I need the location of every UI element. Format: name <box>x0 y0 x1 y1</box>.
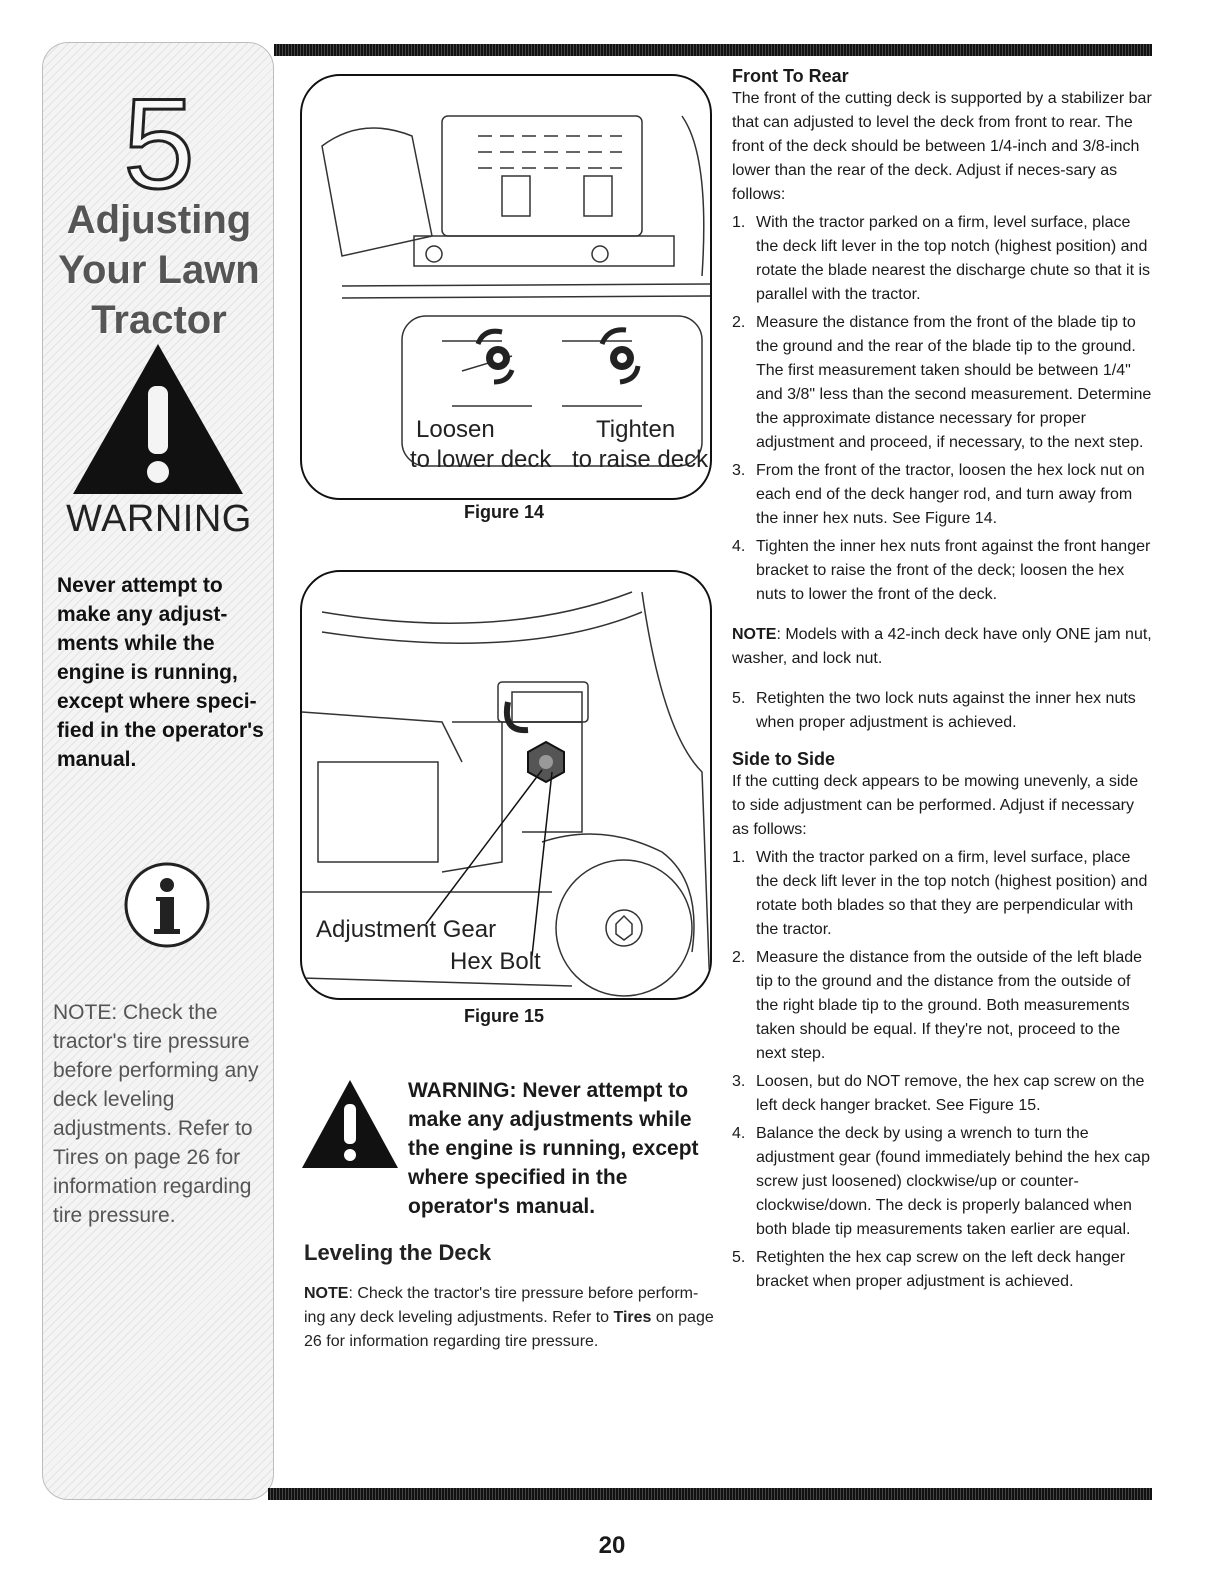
step-text: Measure the distance from the front of the blade tip to the ground and the rear of the blade tip to the ground. The first measurement taken should be between 1/4" and 3/8" less than the second measurement. Determine the approximate distance necessary for proper adjustment and proceed, if necessary, to the next step. <box>756 314 1152 451</box>
label-tighten: Tighten <box>596 416 676 443</box>
model-note <box>732 623 1152 671</box>
warning-text: Never attempt to make any adjust-ments while the engine is running, except where speci-fied in the operator's manual. <box>57 574 264 771</box>
step-text: Tighten the inner hex nuts front against the front hanger bracket to raise the front of the deck; loosen the hex nuts to lower the front of the deck. <box>756 538 1151 603</box>
sidebar-note: NOTE: Check the tractor's tire pressure before performing any deck leveling adjustments. Refer to Tires on page 26 for information regarding tire pressure. <box>53 1001 259 1227</box>
deck-warning-text: WARNING: Never attempt to make any adjustments while the engine is running, except where specified in the operator's manual. <box>408 1079 699 1218</box>
list-item <box>732 687 1152 735</box>
instructions-column <box>732 66 1152 1294</box>
list-item <box>732 211 1152 307</box>
side-to-side-heading: Side to Side <box>732 749 836 769</box>
note-label: NOTE <box>732 626 777 643</box>
list-item <box>732 946 1152 1066</box>
step-number: 3. <box>732 1073 746 1090</box>
step-number: 4. <box>732 538 746 555</box>
figure-15 <box>300 570 712 1000</box>
chapter-title-line: Your Lawn <box>58 248 260 292</box>
note-text: : Check the tractor's tire pressure before perform-ing any deck leveling adjustments. Refer to <box>304 1285 699 1326</box>
warning-triangle-icon <box>69 340 247 498</box>
side-to-side-steps <box>732 846 1152 1294</box>
step-text: With the tractor parked on a firm, level surface, place the deck lift lever in the top notch (highest position) and rotate the blade nearest the discharge chute so that it is parallel with the tractor. <box>756 214 1151 303</box>
step-text: Retighten the two lock nuts against the inner hex nuts when proper adjustment is achieved. <box>756 690 1136 731</box>
step-text: From the front of the tractor, loosen the hex lock nut on each end of the deck hanger rod, and turn away from the inner hex nuts. See Figure 14. <box>756 462 1145 527</box>
step-number: 5. <box>732 690 746 707</box>
chapter-title-line: Adjusting <box>66 198 252 242</box>
chapter-title <box>43 195 275 345</box>
list-item <box>732 535 1152 607</box>
side-to-side-intro: If the cutting deck appears to be mowing unevenly, a side to side adjustment can be performed. Adjust if necessary as follows: <box>732 773 1139 838</box>
step-number: 2. <box>732 949 746 966</box>
note-text: on page 26 for information regarding tire pressure. <box>304 1309 714 1350</box>
label-loosen: Loosen <box>416 416 495 443</box>
warning-label: WARNING <box>66 498 252 540</box>
step-text: Measure the distance from the outside of the left blade tip to the ground and the distance from the outside of the right blade tip to the ground. Both measurements taken should be equal. If they're not, proceed to the next step. <box>756 949 1143 1062</box>
front-to-rear-intro: The front of the cutting deck is supported by a stabilizer bar that can adjusted to level the deck from front to rear. The front of the deck should be between 1/4-inch and 3/8-inch lower than the rear of the deck. Adjust if neces-sary as follows: <box>732 90 1152 203</box>
label-hex-bolt: Hex Bolt <box>450 948 541 975</box>
label-raise-deck: to raise deck <box>572 446 709 473</box>
step-number: 1. <box>732 849 746 866</box>
step-number: 3. <box>732 462 746 479</box>
list-item <box>732 1246 1152 1294</box>
list-item <box>732 311 1152 455</box>
chapter-title-line: Tractor <box>91 298 227 342</box>
note-text: : Models with a 42-inch deck have only ONE jam nut, washer, and lock nut. <box>732 626 1152 667</box>
top-rule <box>274 44 1152 56</box>
list-item <box>732 459 1152 531</box>
step-text: Retighten the hex cap screw on the left deck hanger bracket when proper adjustment is achieved. <box>756 1249 1126 1290</box>
chapter-sidebar <box>42 42 274 1500</box>
list-item <box>732 1122 1152 1242</box>
chapter-number: 5 <box>123 73 195 216</box>
front-to-rear-heading: Front To Rear <box>732 66 849 86</box>
step-text: Loosen, but do NOT remove, the hex cap screw on the left deck hanger bracket. See Figure 15. <box>756 1073 1145 1114</box>
bottom-rule <box>268 1488 1152 1500</box>
step-number: 5. <box>732 1249 746 1266</box>
list-item <box>732 846 1152 942</box>
page-number: 20 <box>598 1532 626 1559</box>
label-lower-deck: to lower deck <box>410 446 552 473</box>
tires-reference: Tires <box>613 1309 652 1326</box>
info-icon <box>123 861 211 949</box>
step-number: 1. <box>732 214 746 231</box>
label-adjustment-gear: Adjustment Gear <box>316 916 497 943</box>
section-heading-leveling: Leveling the Deck <box>304 1240 492 1265</box>
list-item <box>732 1070 1152 1118</box>
step-number: 2. <box>732 314 746 331</box>
figure-15-caption: Figure 15 <box>463 1006 545 1026</box>
figure-14-caption: Figure 14 <box>463 502 545 522</box>
note-label: NOTE <box>304 1285 349 1302</box>
front-to-rear-steps <box>732 211 1152 607</box>
front-to-rear-step-5 <box>732 687 1152 735</box>
figure-14 <box>300 74 712 500</box>
step-text: With the tractor parked on a firm, level surface, place the deck lift lever in the top notch (highest position) and rotate both blades so that they are perpendicular with the tractor. <box>756 849 1148 938</box>
leveling-note <box>304 1282 716 1354</box>
step-number: 4. <box>732 1125 746 1142</box>
step-text: Balance the deck by using a wrench to turn the adjustment gear (found immediately behind the hex cap screw just loosened) clockwise/up or counter-clockwise/down. The deck is properly balanced when both blade tip measurements taken earlier are equal. <box>756 1125 1151 1238</box>
warning-triangle-icon <box>300 1078 400 1170</box>
